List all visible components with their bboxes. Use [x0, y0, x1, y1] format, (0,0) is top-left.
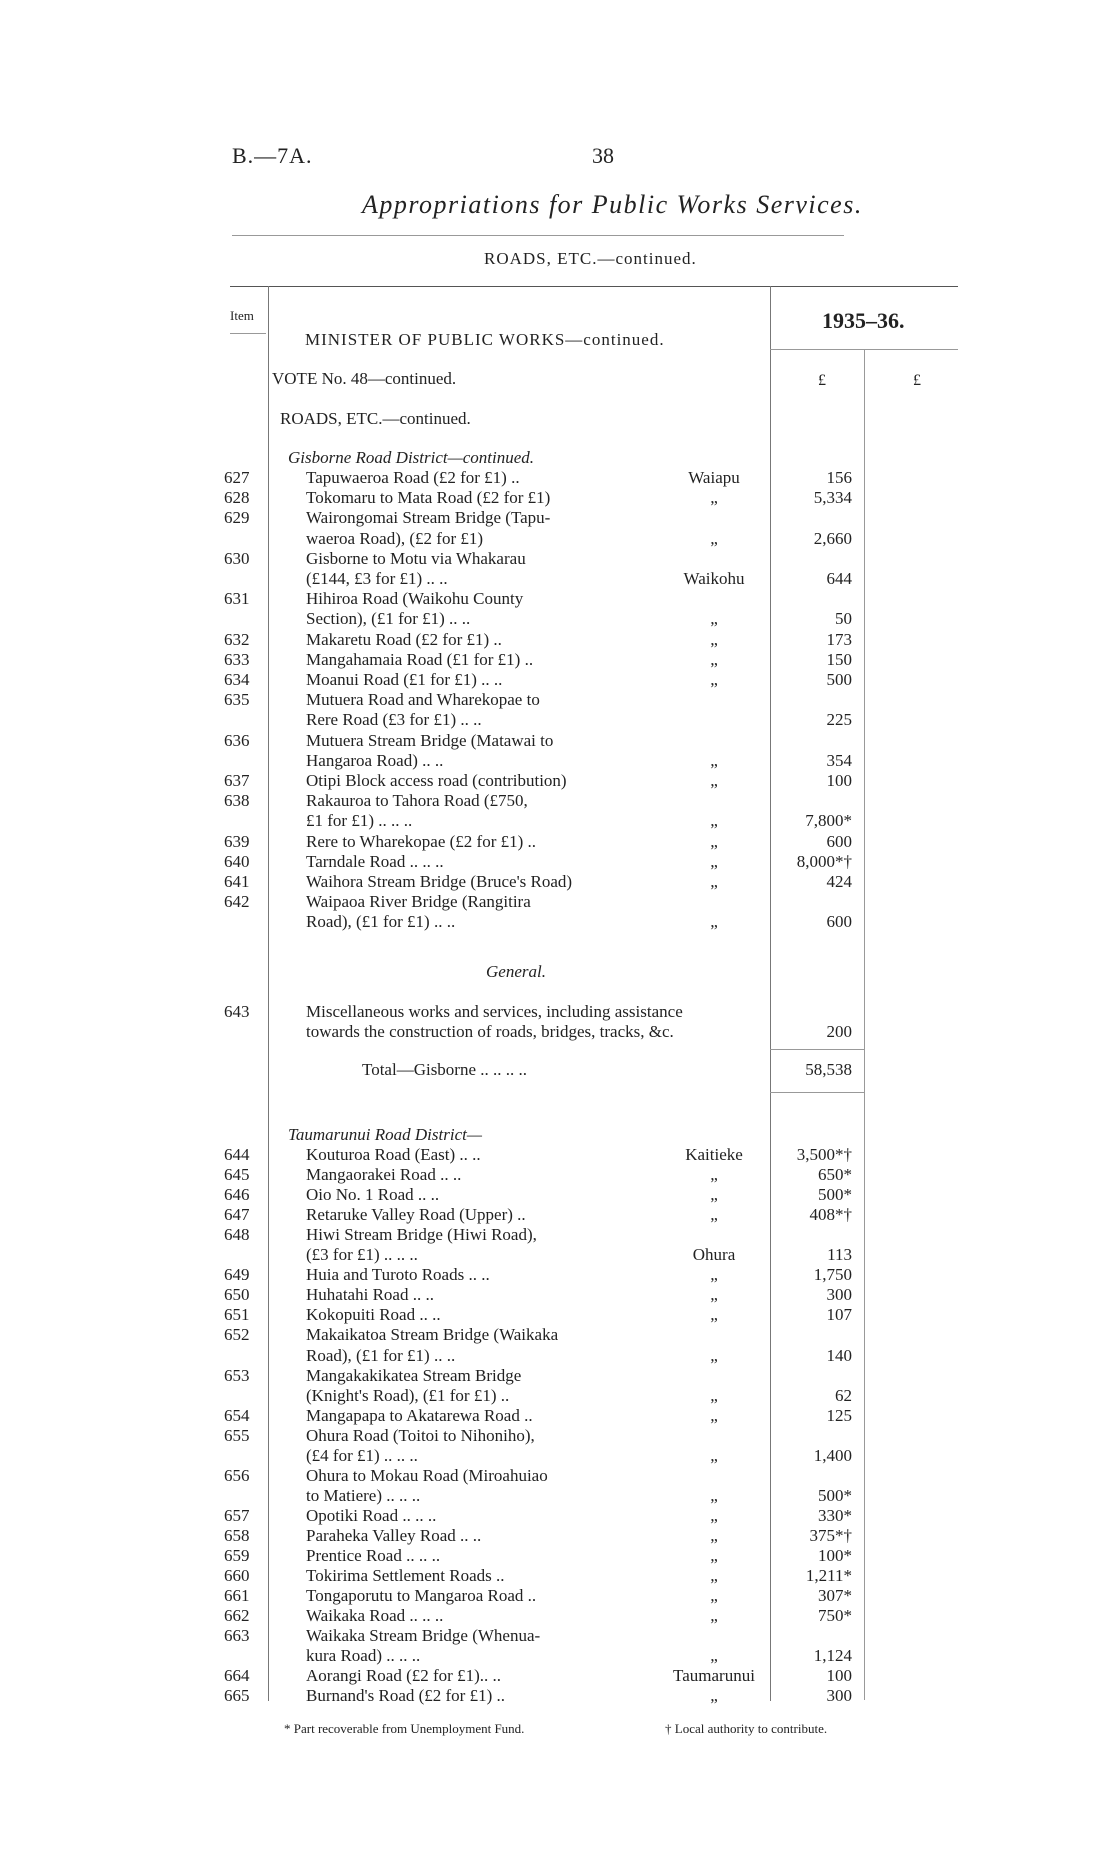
table-row-continuation [0, 912, 1114, 932]
item-number: 653 [224, 1365, 250, 1385]
item-amount: 7,800* [805, 811, 852, 831]
item-amount: 125 [826, 1405, 852, 1425]
item-description: Aorangi Road (£2 for £1).. .. [306, 1666, 501, 1686]
table-row [0, 832, 1114, 852]
item-number: 632 [224, 629, 250, 649]
item-description: Ohura to Mokau Road (Miroahuiao [306, 1465, 548, 1485]
item-description: Tapuwaeroa Road (£2 for £1) .. [306, 468, 520, 487]
item-description: Gisborne to Motu via Whakarau [306, 548, 526, 568]
item-description: Miscellaneous works and services, including assistance [306, 1002, 683, 1021]
item-number: 631 [224, 589, 250, 609]
item-description: Kouturoa Road (East) .. .. [306, 1145, 481, 1164]
table-row [0, 1002, 1114, 1022]
item-amount: 200 [826, 1022, 852, 1041]
table-row [0, 589, 1114, 609]
item-number: 643 [224, 1002, 250, 1021]
table-row [0, 650, 1114, 670]
item-number: 644 [224, 1145, 250, 1164]
total-row [0, 1060, 1114, 1080]
table-row [0, 1145, 1114, 1165]
item-description: Hihiroa Road (Waikohu County [306, 589, 524, 609]
total-rule-bottom [770, 1092, 864, 1093]
item-description: Rere to Wharekopae (£2 for £1) .. [306, 831, 537, 851]
item-amount: 750* [818, 1606, 852, 1626]
table-row [0, 1185, 1114, 1205]
item-header-rule [230, 333, 266, 334]
electoral-district: „ [710, 1546, 718, 1565]
item-amount: 1,124 [813, 1646, 852, 1666]
document-code: B.—7A. [232, 143, 313, 168]
electoral-district: „ [710, 1385, 718, 1405]
item-description: towards the construction of roads, bridges, tracks, &c. [306, 1022, 674, 1041]
footnote-local-authority: † Local authority to contribute. [665, 1721, 828, 1736]
electoral-district: „ [710, 872, 718, 891]
item-description: Waihora Stream Bridge (Bruce's Road) [306, 872, 573, 891]
item-description: Waikaka Stream Bridge (Whenua- [306, 1626, 541, 1646]
electoral-district: „ [710, 670, 718, 689]
table-row [0, 1626, 1114, 1646]
electoral-district: „ [710, 771, 718, 790]
item-amount: 8,000*† [796, 851, 852, 871]
item-description: Huhatahi Road .. .. [306, 1285, 434, 1305]
item-amount: 140 [826, 1345, 852, 1365]
item-amount: 424 [826, 872, 852, 891]
item-number: 633 [224, 649, 250, 669]
electoral-district: Ohura [692, 1245, 736, 1265]
item-description: Hangaroa Road) .. .. [306, 750, 444, 770]
item-description: Ohura Road (Toitoi to Nihoniho), [306, 1425, 535, 1445]
page-number: 38 [592, 143, 614, 168]
item-number: 640 [224, 851, 250, 871]
electoral-district: Waiapu [688, 468, 740, 487]
currency-symbol: £ [818, 372, 826, 389]
item-description: waeroa Road), (£2 for £1) [306, 528, 484, 548]
table-row [0, 468, 1114, 488]
item-number: 634 [224, 670, 250, 689]
item-amount: 150 [826, 649, 852, 669]
item-amount: 330* [818, 1505, 852, 1525]
item-amount: 644 [826, 569, 852, 588]
table-row [0, 771, 1114, 791]
item-description: Mutuera Road and Wharekopae to [306, 690, 540, 710]
item-amount: 1,400 [813, 1445, 852, 1465]
item-description: Moanui Road (£1 for £1) .. .. [306, 670, 503, 689]
item-description: Paraheka Valley Road .. .. [306, 1525, 482, 1545]
item-description: (Knight's Road), (£1 for £1) .. [306, 1385, 510, 1405]
electoral-district: „ [710, 488, 718, 508]
vote-heading: VOTE No. 48—continued. [272, 369, 457, 388]
item-number: 665 [224, 1686, 250, 1706]
item-description: £1 for £1) .. .. .. [306, 811, 413, 831]
table-row [0, 1426, 1114, 1446]
table-row-continuation [0, 1022, 1114, 1042]
table-row-continuation [0, 710, 1114, 730]
item-description: Tarndale Road .. .. .. [306, 851, 444, 871]
table-row [0, 488, 1114, 508]
electoral-district: „ [710, 851, 718, 871]
item-number: 664 [224, 1666, 250, 1686]
item-amount: 225 [826, 710, 852, 730]
item-number: 627 [224, 468, 250, 487]
item-number: 657 [224, 1505, 250, 1525]
item-description: Rakauroa to Tahora Road (£750, [306, 791, 528, 811]
item-amount: 500* [818, 1485, 852, 1505]
table-row-continuation [0, 1646, 1114, 1666]
electoral-district: „ [710, 629, 718, 649]
item-description: Road), (£1 for £1) .. .. [306, 912, 456, 932]
item-number: 663 [224, 1626, 250, 1646]
item-description: Rere Road (£3 for £1) .. .. [306, 710, 482, 730]
taumarunui-district-heading: Taumarunui Road District— [288, 1125, 482, 1144]
table-row [0, 1466, 1114, 1486]
item-amount: 156 [826, 468, 852, 487]
item-number: 647 [224, 1205, 250, 1225]
electoral-district: „ [710, 1686, 718, 1706]
item-description: Huia and Turoto Roads .. .. [306, 1265, 490, 1285]
item-number: 642 [224, 892, 250, 912]
item-number: 638 [224, 791, 250, 811]
electoral-district: „ [710, 1505, 718, 1525]
table-row [0, 1366, 1114, 1386]
table-row [0, 1586, 1114, 1606]
item-amount: 354 [826, 750, 852, 770]
table-row-continuation [0, 569, 1114, 589]
currency-symbol: £ [913, 372, 921, 389]
item-number: 654 [224, 1405, 250, 1425]
total-label: Total—Gisborne .. .. .. .. [362, 1060, 528, 1079]
electoral-district: Waikohu [683, 569, 745, 588]
item-description: (£3 for £1) .. .. .. [306, 1245, 418, 1265]
item-number: 645 [224, 1165, 250, 1185]
table-row [0, 1686, 1114, 1706]
item-number: 637 [224, 771, 250, 790]
electoral-district: „ [710, 1165, 718, 1185]
table-row-continuation [0, 529, 1114, 549]
item-description: (£4 for £1) .. .. .. [306, 1445, 418, 1465]
item-amount: 1,211* [805, 1566, 852, 1586]
section-subtitle: ROADS, ETC.—continued. [484, 249, 697, 268]
item-number: 636 [224, 730, 250, 750]
item-amount: 5,334 [813, 488, 852, 508]
electoral-district: „ [710, 649, 718, 669]
item-description: Mangahamaia Road (£1 for £1) .. [306, 649, 534, 669]
item-number: 628 [224, 488, 250, 508]
table-row [0, 872, 1114, 892]
gisborne-district-heading: Gisborne Road District—continued. [288, 448, 535, 467]
table-row [0, 731, 1114, 751]
table-row [0, 549, 1114, 569]
table-row-continuation [0, 1386, 1114, 1406]
table-row [0, 892, 1114, 912]
item-number: 658 [224, 1525, 250, 1545]
footnote-unemployment-fund: * Part recoverable from Unemployment Fund. [284, 1721, 525, 1736]
item-number: 651 [224, 1305, 250, 1325]
electoral-district: „ [710, 1525, 718, 1545]
table-row-continuation [0, 609, 1114, 629]
roads-heading: ROADS, ETC.—continued. [280, 409, 471, 428]
item-description: Makaikatoa Stream Bridge (Waikaka [306, 1325, 559, 1345]
item-description: Otipi Block access road (contribution) [306, 771, 567, 790]
item-description: Retaruke Valley Road (Upper) .. [306, 1205, 526, 1225]
electoral-district: „ [710, 1265, 718, 1285]
table-row [0, 1606, 1114, 1626]
item-description: Tokomaru to Mata Road (£2 for £1) [306, 488, 551, 508]
table-row [0, 670, 1114, 690]
item-number: 652 [224, 1325, 250, 1345]
electoral-district: „ [710, 831, 718, 851]
table-row-continuation [0, 811, 1114, 831]
page-title: Appropriations for Public Works Services. [362, 190, 863, 219]
table-row [0, 1325, 1114, 1345]
item-number: 649 [224, 1265, 250, 1285]
table-row [0, 630, 1114, 650]
item-amount: 2,660 [813, 528, 852, 548]
item-amount: 100 [826, 771, 852, 790]
table-row [0, 1546, 1114, 1566]
electoral-district: „ [710, 1345, 718, 1365]
table-row-continuation [0, 751, 1114, 771]
item-number: 661 [224, 1586, 250, 1606]
item-amount: 375*† [809, 1525, 852, 1545]
table-row [0, 1566, 1114, 1586]
item-number: 660 [224, 1566, 250, 1586]
table-top-rule [230, 286, 958, 287]
electoral-district: „ [710, 1205, 718, 1225]
item-amount: 307* [818, 1586, 852, 1606]
table-row-continuation [0, 1486, 1114, 1506]
item-amount: 3,500*† [796, 1145, 852, 1164]
item-amount: 300 [826, 1686, 852, 1706]
item-amount: 113 [827, 1245, 852, 1265]
total-rule-top [770, 1049, 864, 1050]
item-description: Opotiki Road .. .. .. [306, 1505, 437, 1525]
electoral-district: „ [710, 1586, 718, 1606]
item-amount: 100* [818, 1546, 852, 1565]
item-description: Mangaorakei Road .. .. [306, 1165, 462, 1185]
item-description: Makaretu Road (£2 for £1) .. [306, 629, 502, 649]
item-amount: 500 [826, 670, 852, 689]
electoral-district: „ [710, 811, 718, 831]
item-amount: 107 [826, 1305, 852, 1325]
item-description: Mangakakikatea Stream Bridge [306, 1365, 522, 1385]
electoral-district: „ [710, 1185, 718, 1205]
electoral-district: Taumarunui [673, 1666, 755, 1686]
item-number: 639 [224, 831, 250, 851]
title-divider [232, 235, 844, 236]
table-row [0, 1666, 1114, 1686]
item-amount: 100 [826, 1666, 852, 1686]
item-number: 662 [224, 1606, 250, 1626]
item-description: Tongaporutu to Mangaroa Road .. [306, 1586, 537, 1606]
table-row [0, 791, 1114, 811]
general-heading: General. [486, 962, 546, 981]
item-description: Mangapapa to Akatarewa Road .. [306, 1405, 533, 1425]
table-row [0, 690, 1114, 710]
item-description: Road), (£1 for £1) .. .. [306, 1345, 456, 1365]
item-description: Hiwi Stream Bridge (Hiwi Road), [306, 1225, 537, 1245]
item-number: 650 [224, 1285, 250, 1305]
item-amount: 1,750 [813, 1265, 852, 1285]
item-number: 630 [224, 548, 250, 568]
electoral-district: „ [710, 609, 718, 629]
item-amount: 173 [826, 629, 852, 649]
electoral-district: „ [710, 912, 718, 932]
item-description: Kokopuiti Road .. .. [306, 1305, 441, 1325]
item-amount: 300 [826, 1285, 852, 1305]
electoral-district: „ [710, 1285, 718, 1305]
item-description: Section), (£1 for £1) .. .. [306, 609, 471, 629]
table-row [0, 1406, 1114, 1426]
item-description: Burnand's Road (£2 for £1) .. [306, 1686, 506, 1706]
electoral-district: „ [710, 1305, 718, 1325]
table-row [0, 1506, 1114, 1526]
total-amount: 58,538 [805, 1060, 852, 1079]
table-row [0, 1225, 1114, 1245]
item-number: 659 [224, 1546, 250, 1565]
electoral-district: „ [710, 1646, 718, 1666]
item-description: Waikaka Road .. .. .. [306, 1606, 444, 1626]
table-row [0, 1205, 1114, 1225]
table-row [0, 1526, 1114, 1546]
table-row [0, 508, 1114, 528]
item-description: Prentice Road .. .. .. [306, 1546, 441, 1565]
item-amount: 600 [826, 912, 852, 932]
item-description: Tokirima Settlement Roads .. [306, 1566, 505, 1586]
column-header-year: 1935–36. [822, 308, 905, 333]
year-underline [770, 349, 958, 350]
item-description: Mutuera Stream Bridge (Matawai to [306, 730, 554, 750]
item-amount: 500* [818, 1185, 852, 1205]
item-description: kura Road) .. .. .. [306, 1646, 421, 1666]
item-number: 656 [224, 1465, 250, 1485]
electoral-district: „ [710, 750, 718, 770]
electoral-district: „ [710, 1606, 718, 1626]
item-amount: 408*† [809, 1205, 852, 1225]
column-header-item: Item [230, 308, 254, 323]
item-amount: 600 [826, 831, 852, 851]
table-row-continuation [0, 1446, 1114, 1466]
item-number: 648 [224, 1225, 250, 1245]
item-amount: 50 [835, 609, 852, 629]
table-row-continuation [0, 1245, 1114, 1265]
electoral-district: Kaitieke [685, 1145, 743, 1164]
item-description: (£144, £3 for £1) .. .. [306, 569, 448, 588]
electoral-district: „ [710, 1485, 718, 1505]
table-row [0, 852, 1114, 872]
table-row [0, 1265, 1114, 1285]
item-number: 646 [224, 1185, 250, 1205]
table-row [0, 1285, 1114, 1305]
item-description: Oio No. 1 Road .. .. [306, 1185, 440, 1205]
electoral-district: „ [710, 1405, 718, 1425]
electoral-district: „ [710, 1445, 718, 1465]
item-description: to Matiere) .. .. .. [306, 1485, 421, 1505]
item-amount: 650* [818, 1165, 852, 1185]
table-row-continuation [0, 1346, 1114, 1366]
item-number: 641 [224, 872, 250, 891]
electoral-district: „ [710, 528, 718, 548]
electoral-district: „ [710, 1566, 718, 1586]
item-description: Waipaoa River Bridge (Rangitira [306, 892, 531, 912]
minister-heading: MINISTER OF PUBLIC WORKS—continued. [305, 330, 665, 349]
table-row [0, 1165, 1114, 1185]
item-description: Wairongomai Stream Bridge (Tapu- [306, 508, 551, 528]
item-number: 655 [224, 1425, 250, 1445]
item-amount: 62 [835, 1385, 852, 1405]
item-number: 629 [224, 508, 250, 528]
item-number: 635 [224, 690, 250, 710]
table-row [0, 1305, 1114, 1325]
